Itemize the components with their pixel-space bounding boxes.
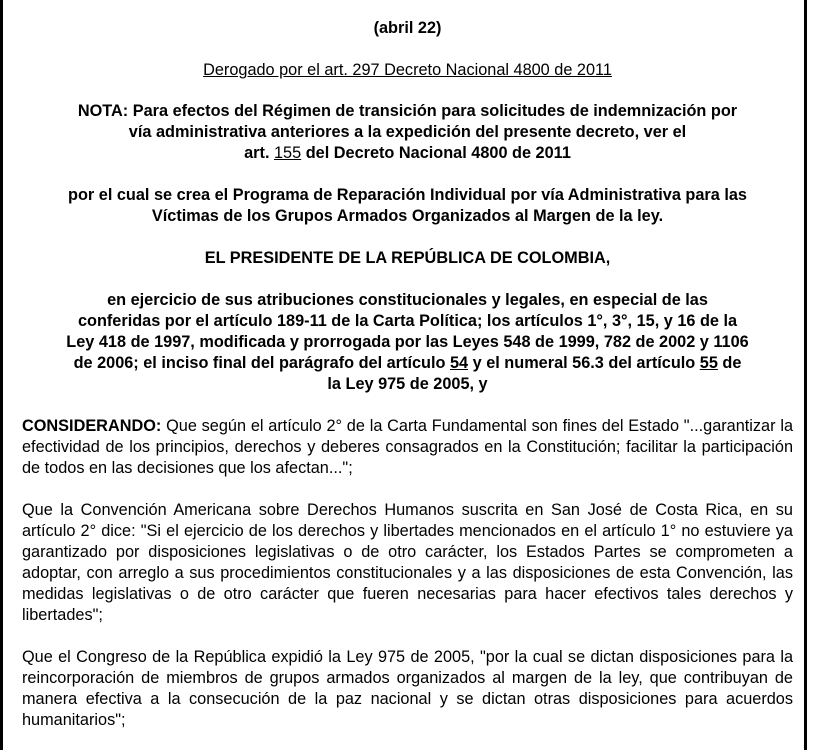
article-54-link[interactable]: 54 — [449, 354, 469, 372]
derogation-note-wrap — [22, 60, 793, 81]
nota-art-suffix: del Decreto Nacional 4800 de 2011 — [305, 144, 571, 162]
subject-line-2: Víctimas de los Grupos Armados Organizados al Margen de la ley. — [151, 207, 664, 225]
powers-block — [22, 290, 793, 395]
article-155-link[interactable]: 155 — [274, 144, 302, 162]
subject-line-1: por el cual se crea el Programa de Reparación Individual por vía Administrativa para las — [68, 186, 747, 204]
powers-line-5: la Ley 975 de 2005, y — [327, 375, 488, 393]
nota-line-2: vía administrativa anteriores a la expedición del presente decreto, ver el — [128, 123, 687, 141]
page-border-left — [0, 0, 3, 750]
congress-paragraph: Que el Congreso de la República expidió la Ley 975 de 2005, "por la cual se dictan disposiciones para la reincorporación de miembros de grupos armados organizados al margen de la ley, que contribuyan de manera efectiva a la consecución de la paz nacional y se dictan otras disposiciones para acuerdos humanitarios"; — [22, 648, 793, 729]
powers-line-4-post: de — [722, 354, 742, 372]
powers-line-4-mid: y el numeral 56.3 del artículo — [472, 354, 696, 372]
page-border-right — [804, 0, 807, 750]
document-page — [22, 0, 793, 731]
subject-block — [22, 185, 793, 227]
powers-line-3: Ley 418 de 1997, modificada y prorrogada por las Leyes 548 de 1999, 782 de 2002 y 1106 — [66, 333, 749, 351]
considerando-text: Que según el artículo 2° de la Carta Fundamental son fines del Estado "...garantizar la efectividad de los principios, derechos y deberes consagrados en la Constitución; facilitar la participación de todos en las decisiones que los afectan..."; — [22, 417, 793, 477]
powers-line-4-pre: de 2006; el inciso final del parágrafo del artículo — [73, 354, 446, 372]
considerando-label: CONSIDERANDO: — [22, 417, 162, 435]
nota-block — [22, 101, 793, 164]
considerando-paragraph — [22, 416, 793, 479]
convention-paragraph: Que la Convención Americana sobre Derechos Humanos suscrita en San José de Costa Rica, en su artículo 2° dice: "Si el ejercicio de los derechos y libertades mencionados en el artículo 1° no estuviere ya garantizado por disposiciones legislativas o de otro carácter, los Estados Partes se comprometen a adoptar, con arreglo a sus procedimientos constitucionales y a las disposiciones de esta Convención, las medidas legislativas o de otro carácter que fueren necesarias para hacer efectivos tales derechos y libertades"; — [22, 501, 793, 624]
nota-line-3 — [22, 143, 793, 164]
president-heading: EL PRESIDENTE DE LA REPÚBLICA DE COLOMBIA, — [204, 249, 611, 267]
nota-text-1: Para efectos del Régimen de transición para solicitudes de indemnización por — [132, 102, 738, 120]
nota-art-prefix: art. — [244, 144, 270, 162]
nota-label: NOTA: — [77, 102, 129, 120]
powers-line-4 — [22, 353, 793, 374]
powers-line-2: conferidas por el artículo 189-11 de la Carta Política; los artículos 1°, 3°, 15, y 16 de la — [77, 312, 738, 330]
powers-line-1: en ejercicio de sus atribuciones constitucionales y legales, en especial de las — [107, 291, 708, 309]
article-55-link[interactable]: 55 — [699, 354, 718, 372]
derogation-link[interactable]: Derogado por el art. 297 Decreto Nacional 4800 de 2011 — [203, 61, 612, 79]
decree-date: (abril 22) — [373, 19, 442, 37]
nota-line-1 — [22, 101, 793, 122]
